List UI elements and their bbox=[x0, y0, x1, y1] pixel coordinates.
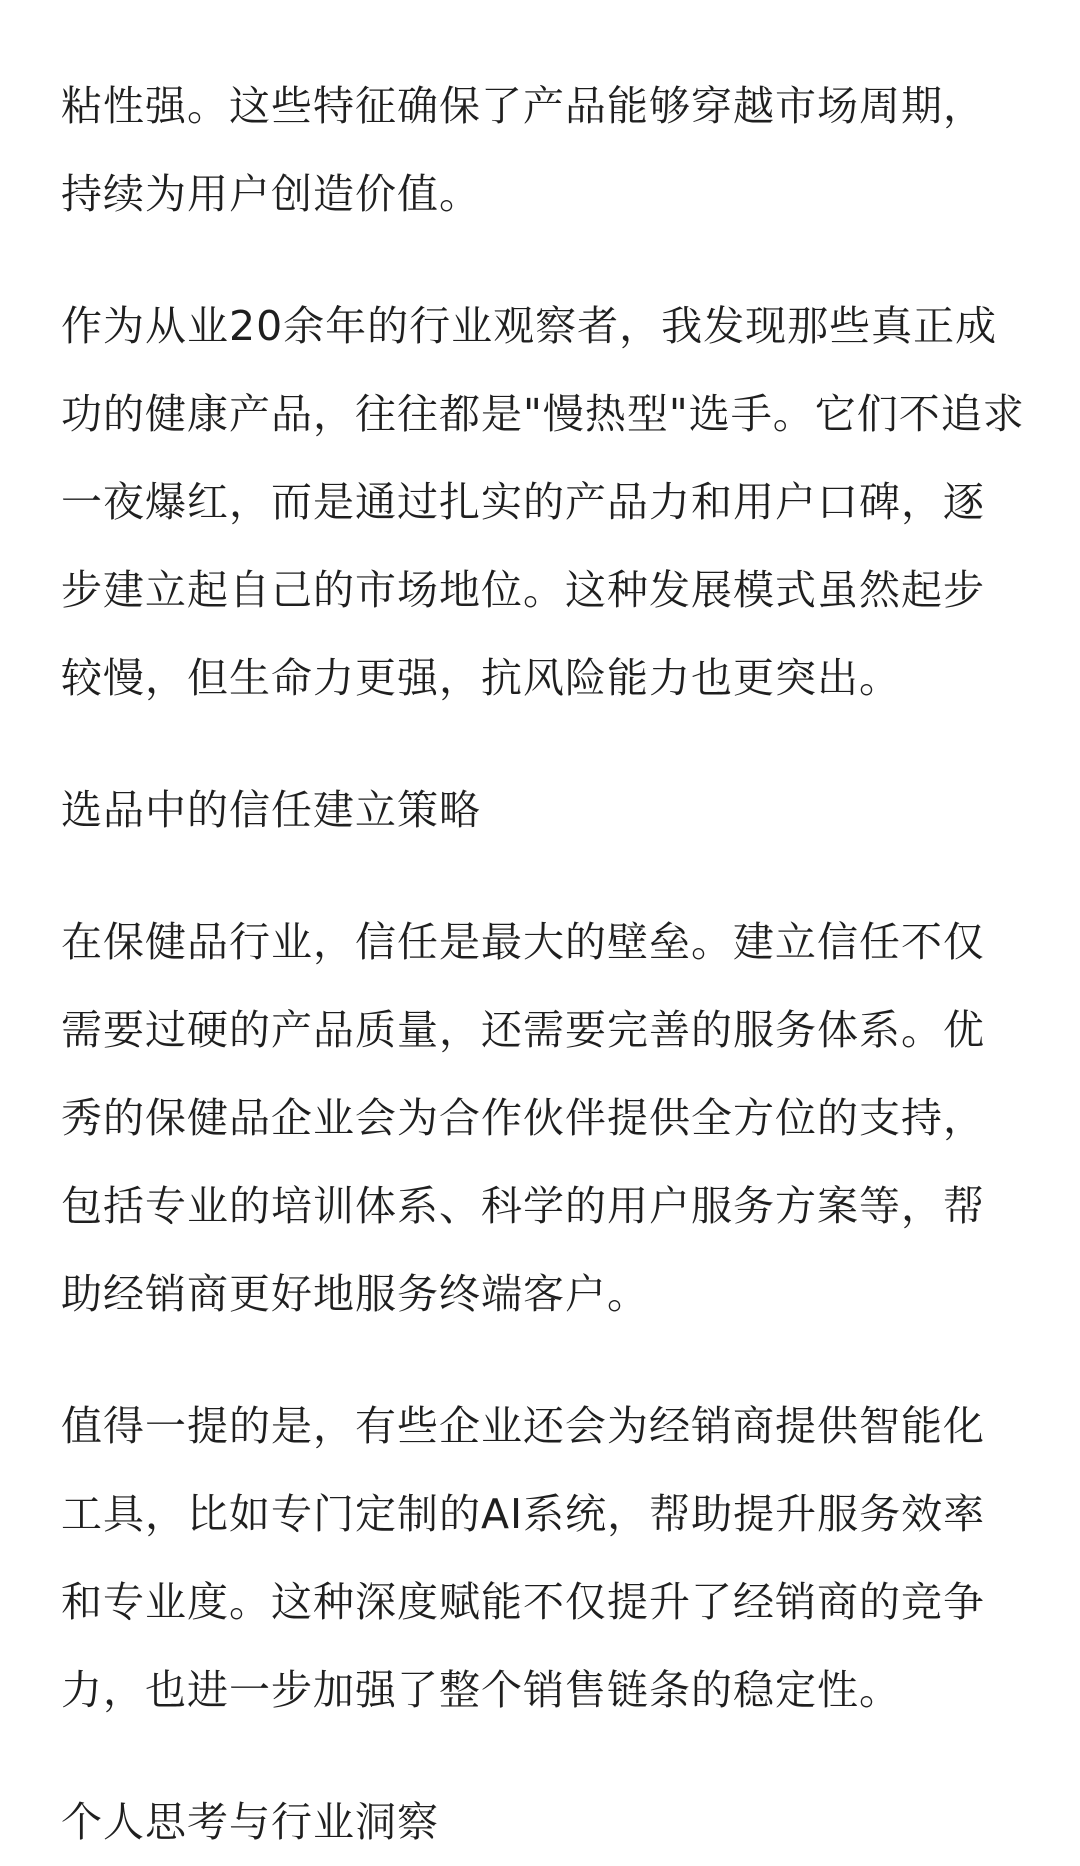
article-paragraph-observer: 作为从业20余年的行业观察者，我发现那些真正成功的健康产品，往往都是"慢热型"选手。它们不追求一夜爆红，而是通过扎实的产品力和用户口碑，逐步建立起自己的市场地位。这种发展模式虽然起步较慢，但生命力更强，抗风险能力也更突出。 bbox=[61, 302, 1025, 702]
article-paragraph-continuation: 粘性强。这些特征确保了产品能够穿越市场周期，持续为用户创造价值。 bbox=[61, 82, 985, 218]
article-paragraph-ai-tools: 值得一提的是，有些企业还会为经销商提供智能化工具，比如专门定制的AI系统，帮助提升服务效率和专业度。这种深度赋能不仅提升了经销商的竞争力，也进一步加强了整个销售链条的稳定性。 bbox=[61, 1402, 986, 1714]
section-heading-personal-insight: 个人思考与行业洞察 bbox=[61, 1798, 439, 1846]
article-paragraph-trust: 在保健品行业，信任是最大的壁垒。建立信任不仅需要过硬的产品质量，还需要完善的服务体系。优秀的保健品企业会为合作伙伴提供全方位的支持，包括专业的培训体系、科学的用户服务方案等，帮助经销商更好地服务终端客户。 bbox=[61, 918, 985, 1318]
section-heading-trust-strategy: 选品中的信任建立策略 bbox=[61, 786, 481, 834]
